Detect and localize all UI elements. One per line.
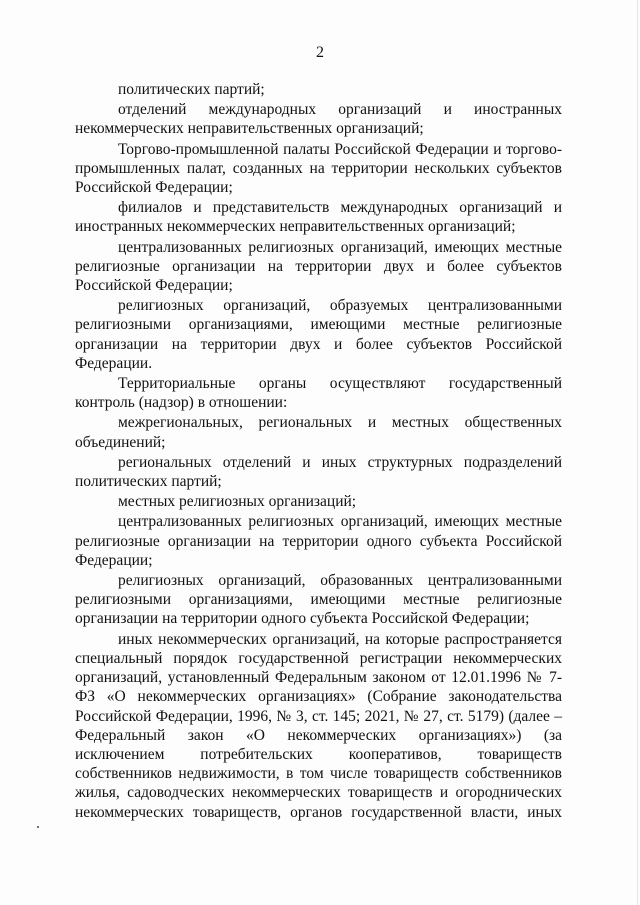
paragraph-9: региональных отделений и иных структурных подразделений политических партий; (75, 453, 562, 491)
page-number: 2 (316, 44, 324, 61)
paragraph-8: межрегиональных, региональных и местных общественных объединений; (75, 414, 562, 451)
scan-edge (637, 0, 638, 905)
document-body (75, 80, 562, 823)
paragraph-13: иных некоммерческих организаций, на которые распространяется специальный порядок государственной регистрации некоммерческих организаций, установленный Федеральным законом от 12.01.1996 № 7-ФЗ «О некоммерческих организациях» (Собрание законодательства Российской Федерации, 1996, № 3, ст. 145; 2021, № 27, ст. 5179) (далее – Федеральный закон «О некоммерческих организациях») (за исключением потребительских кооперативов, товариществ собственников недвижимости, в том числе товариществ собственников жилья, садоводческих некоммерческих товариществ и огороднических некоммерческих товариществ, органов государственной власти, иных (75, 630, 562, 821)
paragraph-11: централизованных религиозных организаций, имеющих местные религиозные организации на территории одного субъекта Российской Федерации; (75, 513, 562, 569)
paragraph-1: политических партий; (118, 81, 265, 98)
paragraph-6: религиозных организаций, образуемых централизованными религиозными организациями, имеющими местные религиозные организации на территории двух и более субъектов Российской Федерации. (75, 297, 562, 372)
paragraph-7: Территориальные органы осуществляют государственный контроль (надзор) в отношении: (75, 375, 562, 412)
scan-dot (37, 826, 39, 828)
paragraph-5: централизованных религиозных организаций, имеющих местные религиозные организации на территории двух и более субъектов Российской Федерации; (75, 238, 562, 295)
paragraph-4: филиалов и представительств международных организаций и иностранных некоммерческих неправительственных организаций; (75, 199, 562, 236)
paragraph-12: религиозных организаций, образованных централизованными религиозными организациями, имеющими местные религиозные организации на территории одного субъекта Российской Федерации; (75, 572, 562, 628)
paragraph-2: отделений международных организаций и иностранных некоммерческих неправительственных организаций; (75, 101, 562, 138)
paragraph-10: местных религиозных организаций; (118, 493, 357, 511)
paragraph-3: Торгово-промышленной палаты Российской Федерации и торгово-промышленных палат, созданных на территории нескольких субъектов Российской Федерации; (75, 140, 562, 197)
